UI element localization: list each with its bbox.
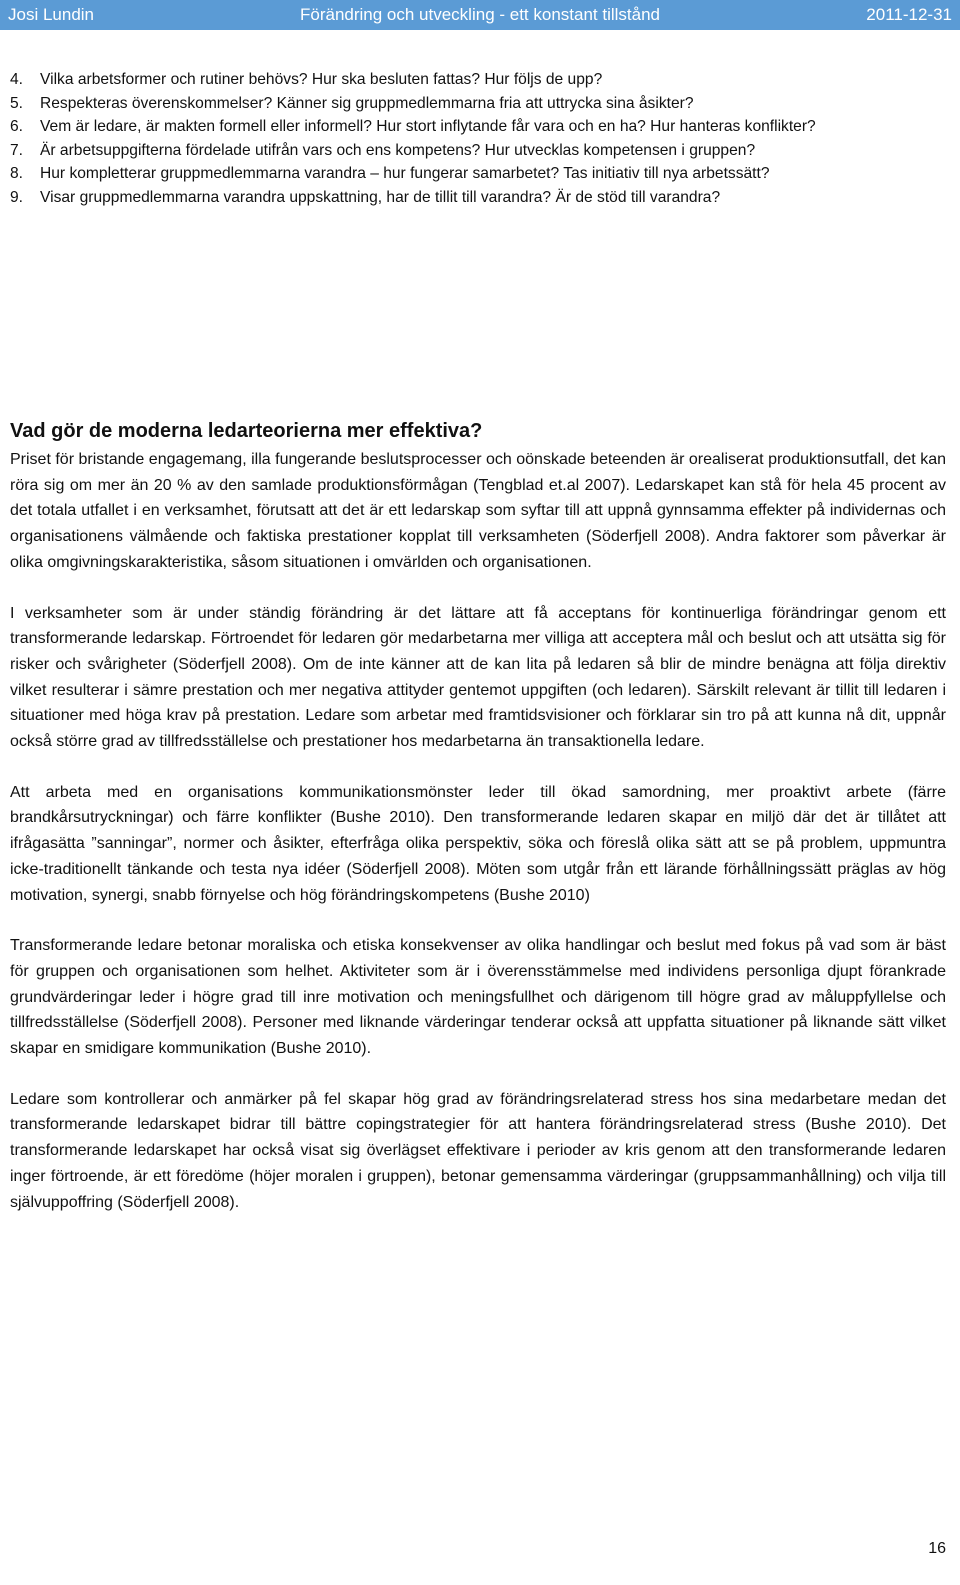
list-item-number: 4. bbox=[10, 71, 24, 88]
paragraph: Transformerande ledare betonar moraliska och etiska konsekvenser av olika handlingar och beslut med fokus på vad som är bäst för gruppen och organisationen som helhet. Aktiviteter som är i överensstämmelse med individens personliga djupt förankrade grundvärderingar leder i högre grad till inre motivation och meningsfullhet och därigenom till högre grad av måluppfyllelse och tillfredsställelse (Söderfjell 2008). Personer med liknande värderingar tenderar också att uppfatta situationer på liknande sätt vilket skapar en smidigare kommunikation (Bushe 2010). bbox=[10, 937, 946, 1058]
list-item-text: Hur kompletterar gruppmedlemmarna varandra – hur fungerar samarbetet? Tas initiativ till nya arbetssätt? bbox=[40, 165, 770, 183]
list-item-text: Visar gruppmedlemmarna varandra uppskattning, har de tillit till varandra? Är de stöd till varandra? bbox=[40, 188, 721, 206]
list-item-text: Vilka arbetsformer och rutiner behövs? Hur ska besluten fattas? Hur följs de upp? bbox=[40, 71, 603, 88]
list-item bbox=[10, 115, 946, 139]
list-item-number: 6. bbox=[10, 118, 24, 136]
list-item-number: 8. bbox=[10, 165, 24, 183]
page-number: 16 bbox=[928, 1540, 946, 1557]
list-item bbox=[10, 186, 946, 210]
paragraph: Att arbeta med en organisations kommunikationsmönster leder till ökad samordning, mer proaktivt arbete (färre brandkårsutryckningar) och färre konflikter (Bushe 2010). Den transformerande ledaren skapar en miljö där det är tillåtet att ifrågasätta ”sanningar”, normer och åsikter, efterfråga olika perspektiv, söka och föreslå olika sätt att se på problem, uppmuntra icke-traditionellt tänkande och testa nya idéer (Söderfjell 2008). Möten som utgår från ett lärande förhållningssätt präglas av hög motivation, synergi, snabb förnyelse och hög förändringskompetens (Bushe 2010) bbox=[10, 783, 946, 904]
list-item-text: Är arbetsuppgifterna fördelade utifrån vars och ens kompetens? Hur utvecklas kompetensen i gruppen? bbox=[40, 141, 756, 159]
section-heading: Vad gör de moderna ledarteorierna mer effektiva? bbox=[10, 420, 483, 442]
list-item bbox=[10, 139, 946, 163]
list-item bbox=[10, 162, 946, 186]
header-author: Josi Lundin bbox=[8, 5, 95, 24]
paragraph: I verksamheter som är under ständig förändring är det lättare att få acceptans för kontinuerliga förändringar genom ett transformerande ledarskap. Förtroendet för ledaren gör medarbetarna mer villiga att acceptera mål och beslut och att utsätta sig för risker och svårigheter (Söderfjell 2008). Om de inte känner att de kan lita på ledaren så blir de mindre benägna att följa direktiv vilket resulterar i sämre prestation och mer negativa attityder gentemot uppgiften (och ledaren). Särskilt relevant är tillit till ledaren i situationer med höga krav på prestation. Ledare som arbetar med framtidsvisioner och förklarar sin tro på att kunna nå dit, uppnår också större grad av tillfredsställelse och prestationer hos medarbetarna än transaktionella ledare. bbox=[10, 604, 946, 751]
paragraph: Ledare som kontrollerar och anmärker på fel skapar hög grad av förändringsrelaterad stress hos sina medarbetare medan det transformerande ledarskapet bidrar till bättre copingstrategier för att hantera förändringsrelaterad stress (Bushe 2010). Det transformerande ledarskapet har också visat sig överlägset effektivare i perioder av kris genom att den transformerande ledaren inger förtroende, är ett föredöme (höjer moralen i gruppen), betonar gemensamma värderingar (gruppsammanhållning) och vilja till självuppoffring (Söderfjell 2008). bbox=[10, 1090, 946, 1211]
document-body bbox=[10, 417, 946, 1240]
list-item bbox=[10, 68, 946, 92]
list-item-number: 7. bbox=[10, 141, 24, 159]
paragraph: Priset för bristande engagemang, illa fungerande beslutsprocesser och oönskade beteenden är orealiserat produktionsutfall, det kan röra sig om mer än 20 % av den samlade produktionsförmågan (Tengblad et.al 2007). Ledarskapet kan stå för hela 45 procent av det totala utfallet i en verksamhet, förutsatt att det är ett ledarskap som syftar till att uppnå gynnsamma effekter på individernas och organisationens välmående och faktiska prestationer kopplat till verksamheten (Söderfjell 2008). Andra faktorer som påverkar är olika omgivningskarakteristika, såsom situationen i omvärlden och organisationen. bbox=[10, 451, 946, 571]
page-header bbox=[0, 0, 960, 30]
header-date: 2011-12-31 bbox=[866, 5, 952, 24]
list-item-number: 5. bbox=[10, 94, 24, 112]
list-item bbox=[10, 92, 946, 116]
list-item-number: 9. bbox=[10, 188, 24, 206]
question-list bbox=[10, 68, 946, 210]
list-item-text: Respekteras överenskommelser? Känner sig gruppmedlemmarna fria att uttrycka sina åsikter? bbox=[40, 94, 694, 112]
header-title: Förändring och utveckling - ett konstant tillstånd bbox=[299, 5, 661, 24]
list-item-text: Vem är ledare, är makten formell eller informell? Hur stort inflytande får vara och en ha? Hur hanteras konflikter? bbox=[40, 118, 816, 136]
